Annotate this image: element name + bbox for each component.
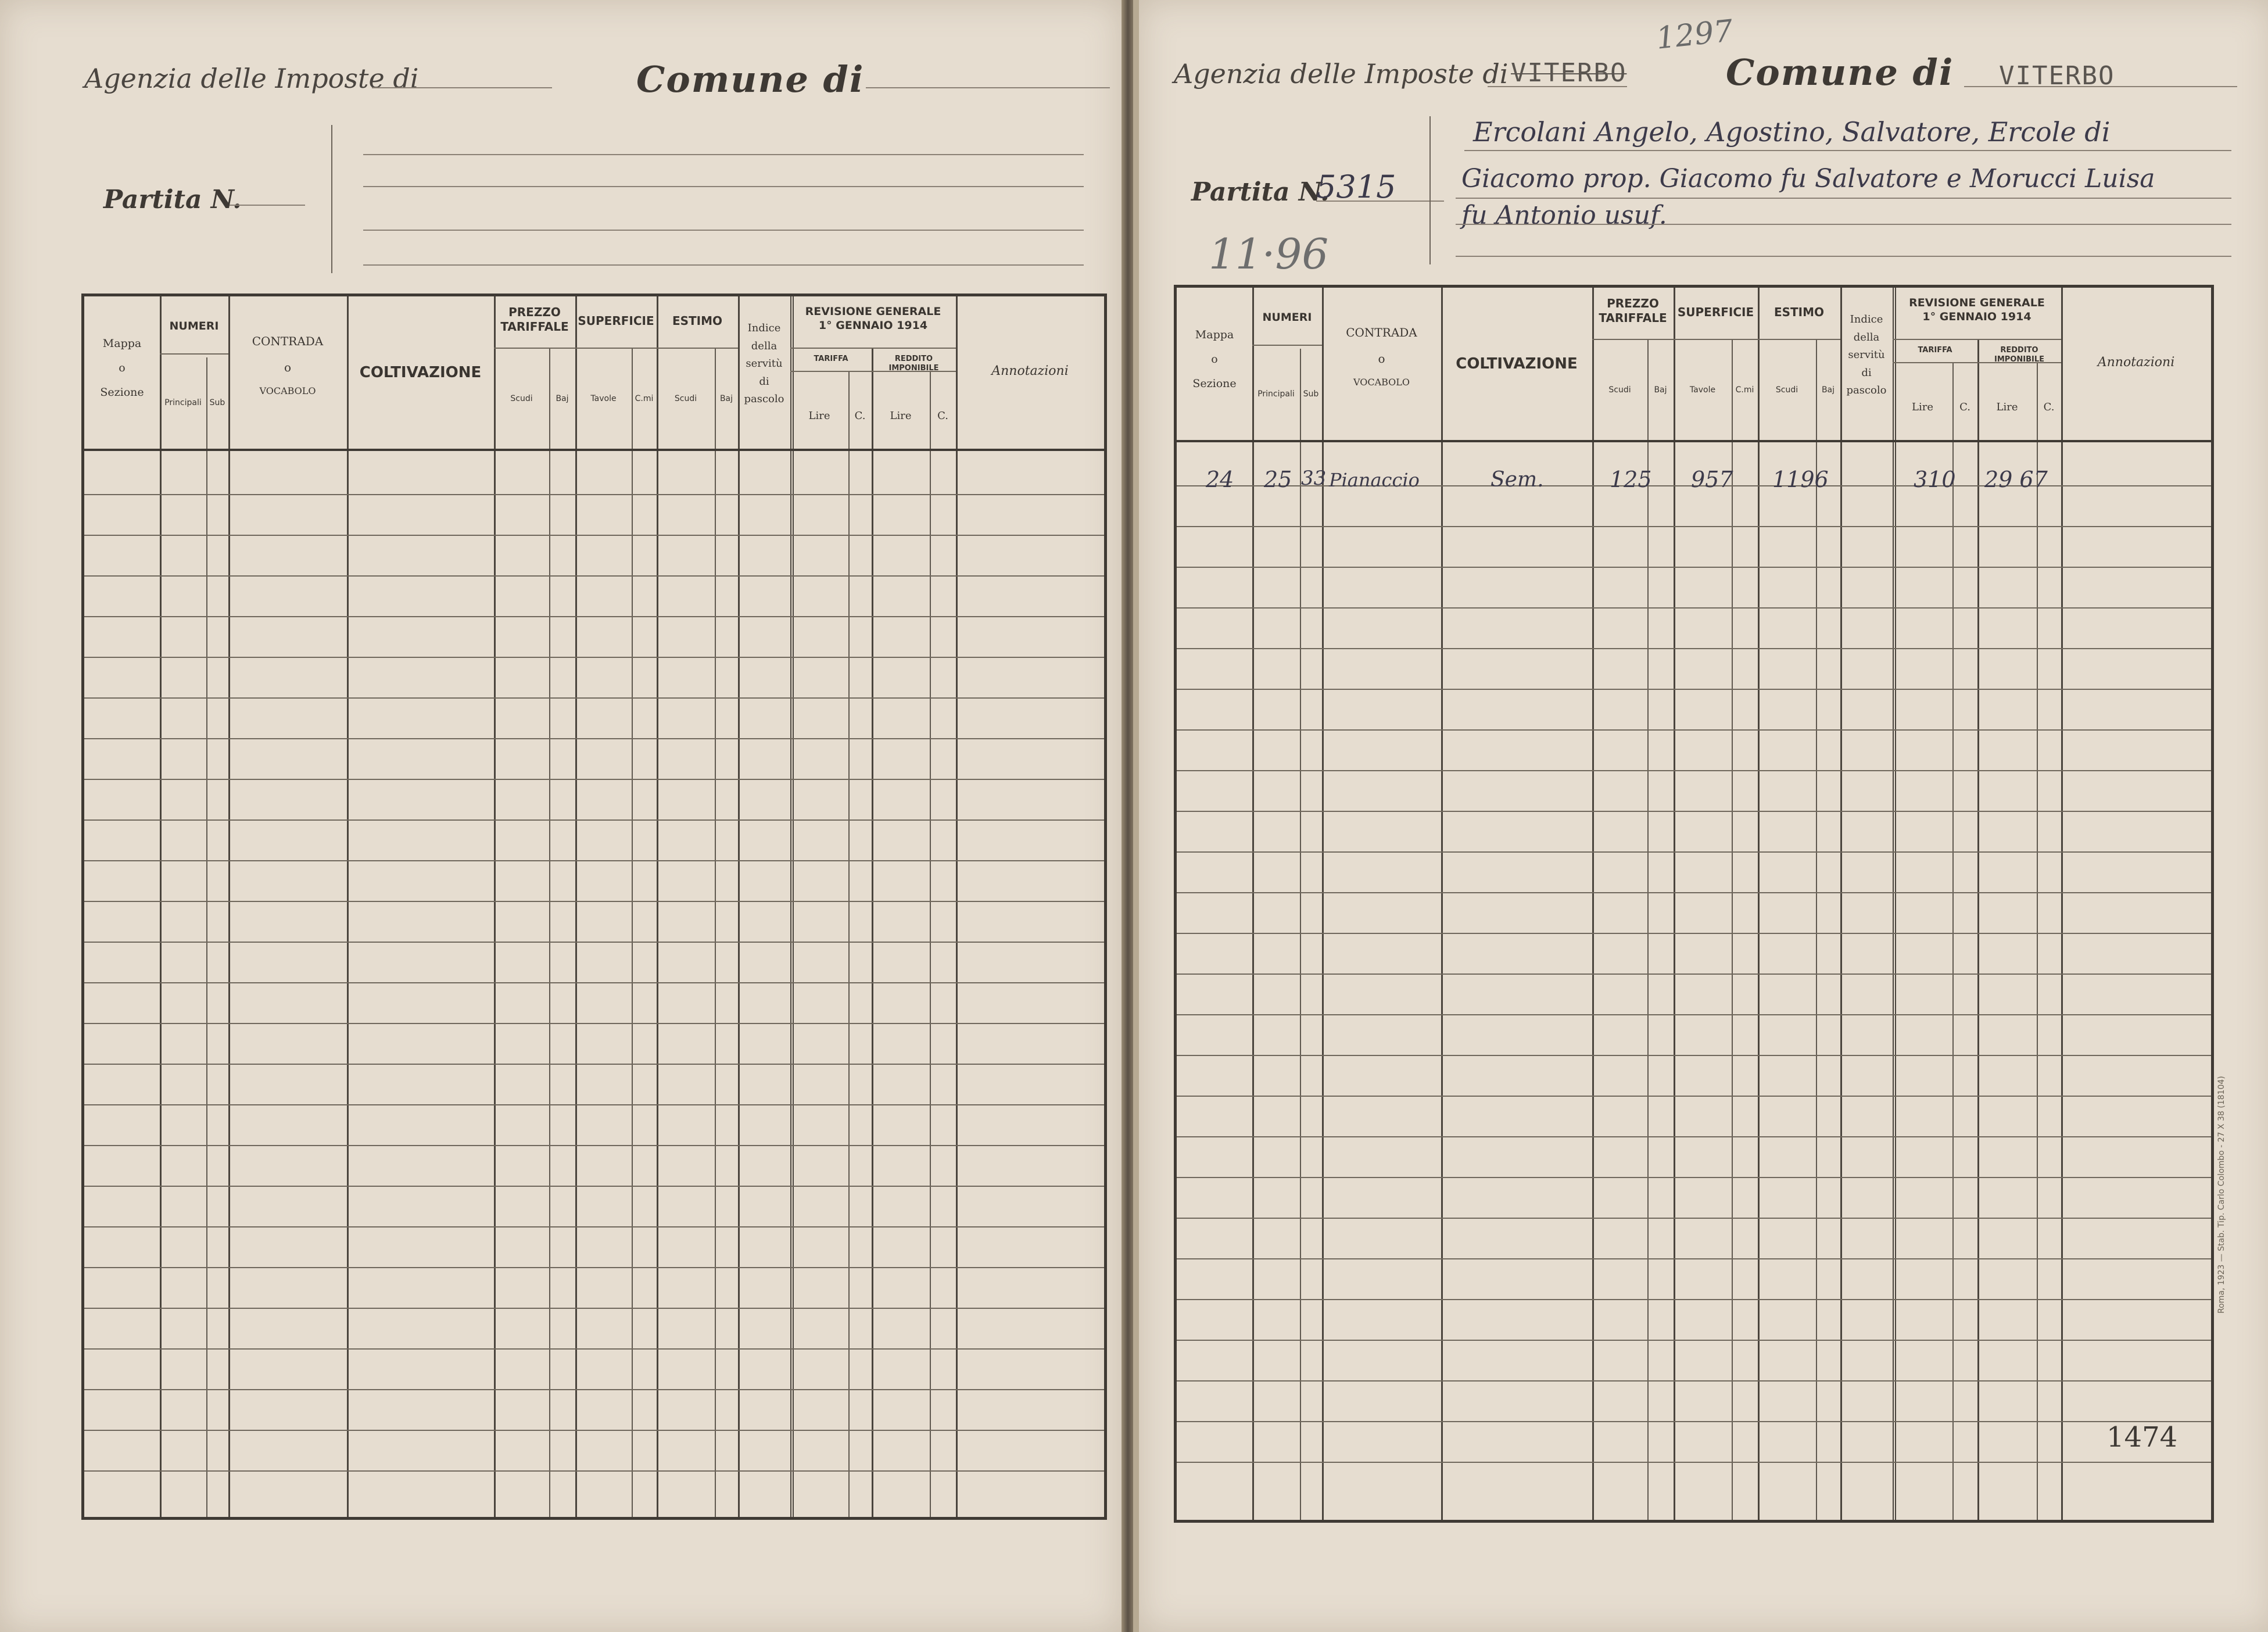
entry-estimo: 1196	[1772, 467, 1829, 492]
coltivazione-header: COLTIVAZIONE	[1456, 355, 1578, 373]
indice-header: Indice	[747, 322, 781, 334]
printer-note: Roma, 1923 — Stab. Tip. Carlo Colombo - 27 X 38 (18104)	[2217, 1076, 2226, 1314]
right-page	[1133, 0, 2268, 1632]
partita-label: Partita N.	[103, 185, 242, 214]
annotazioni-header: Annotazioni	[2097, 355, 2175, 370]
indice-header: Indice	[1850, 313, 1883, 325]
left-ledger-table: Mappa o Sezione NUMERI Principali Sub CONTRADA o VOCABOLO COLTIVAZIONE PREZZO TARIFFALE Scudi Baj SUPERFICIE Tavole C.mi ESTIMO Scudi Baj Indice della servitù di pascolo REVISIONE GENERALE 1° GENNAIO 1914 TARIFFA REDDITO IMPONIBILE Lire C. Lire C. Annotazioni	[81, 294, 1107, 1520]
superficie-header: SUPERFICIE	[578, 314, 654, 328]
entry-contrada: Pianaccio	[1329, 469, 1420, 491]
principali-header: Principali	[164, 398, 202, 407]
revisione-header: REVISIONE GENERALE	[805, 305, 941, 318]
entry-coltivazione: Sem.	[1490, 468, 1544, 492]
agency-label: Agenzia delle Imposte di	[1174, 58, 1509, 90]
comune-label: Comune di	[1726, 51, 1954, 94]
contrada-header: CONTRADA	[1346, 325, 1417, 339]
pencil-note: 11·96	[1209, 230, 1329, 278]
estimo-header: ESTIMO	[1773, 305, 1825, 319]
mappa-header: Mappa	[1195, 328, 1234, 341]
owner-line-1: Ercolani Angelo, Agostino, Salvatore, Ercole di	[1473, 116, 2111, 148]
pencil-number: 1297	[1654, 13, 1735, 56]
page-number: 1474	[2106, 1421, 2178, 1454]
agency-label: Agenzia delle Imposte di	[84, 63, 419, 94]
mappa-header: Mappa	[102, 337, 142, 350]
agency-value: VITERBO	[1511, 58, 1627, 88]
entry-principali: 25	[1264, 467, 1292, 492]
entry-prezzo: 125	[1610, 467, 1652, 492]
entry-reddito: 29 67	[1984, 467, 2048, 492]
principali-header: Principali	[1257, 389, 1295, 399]
owner-line-2: Giacomo prop. Giacomo fu Salvatore e Morucci Luisa	[1461, 164, 2155, 194]
prezzo-header: PREZZO	[1607, 296, 1659, 310]
contrada-header: CONTRADA	[252, 334, 324, 348]
numeri-header: NUMERI	[1262, 311, 1312, 324]
revisione-header: REVISIONE GENERALE	[1909, 296, 2045, 309]
superficie-header: SUPERFICIE	[1677, 305, 1754, 319]
annotazioni-header: Annotazioni	[991, 364, 1069, 378]
sub-header: Sub	[1303, 389, 1319, 399]
entry-mappa: 24	[1206, 467, 1234, 492]
numeri-header: NUMERI	[169, 320, 219, 332]
entry-tariffa: 310	[1914, 467, 1956, 492]
prezzo-header: PREZZO	[508, 305, 561, 319]
coltivazione-header: COLTIVAZIONE	[359, 364, 482, 381]
right-ledger-table: Mappa o Sezione NUMERI Principali Sub CONTRADA o VOCABOLO COLTIVAZIONE PREZZO TARIFFALE Scudi Baj SUPERFICIE Tavole C.mi ESTIMO Scudi Baj Indice della servitù di pascolo REVISIONE GENERALE 1° GENNAIO 1914 TARIFFA REDDITO IMPONIBILE Lire C. Lire C. Annotazioni 24 25 33 Pianaccio Sem. 125 957 1196 310 29 67 1474	[1174, 285, 2214, 1523]
estimo-header: ESTIMO	[672, 314, 723, 328]
owner-line-3: fu Antonio usuf.	[1461, 201, 1667, 230]
comune-value: VITERBO	[1999, 61, 2115, 91]
entry-sub: 33	[1301, 467, 1327, 490]
comune-label: Comune di	[636, 58, 865, 101]
left-page	[0, 0, 1125, 1632]
partita-label: Partita N.	[1191, 177, 1330, 207]
entry-superficie: 957	[1691, 467, 1733, 492]
sub-header: Sub	[209, 398, 225, 407]
partita-value: 5315	[1316, 169, 1396, 205]
book-spine	[1122, 0, 1134, 1632]
